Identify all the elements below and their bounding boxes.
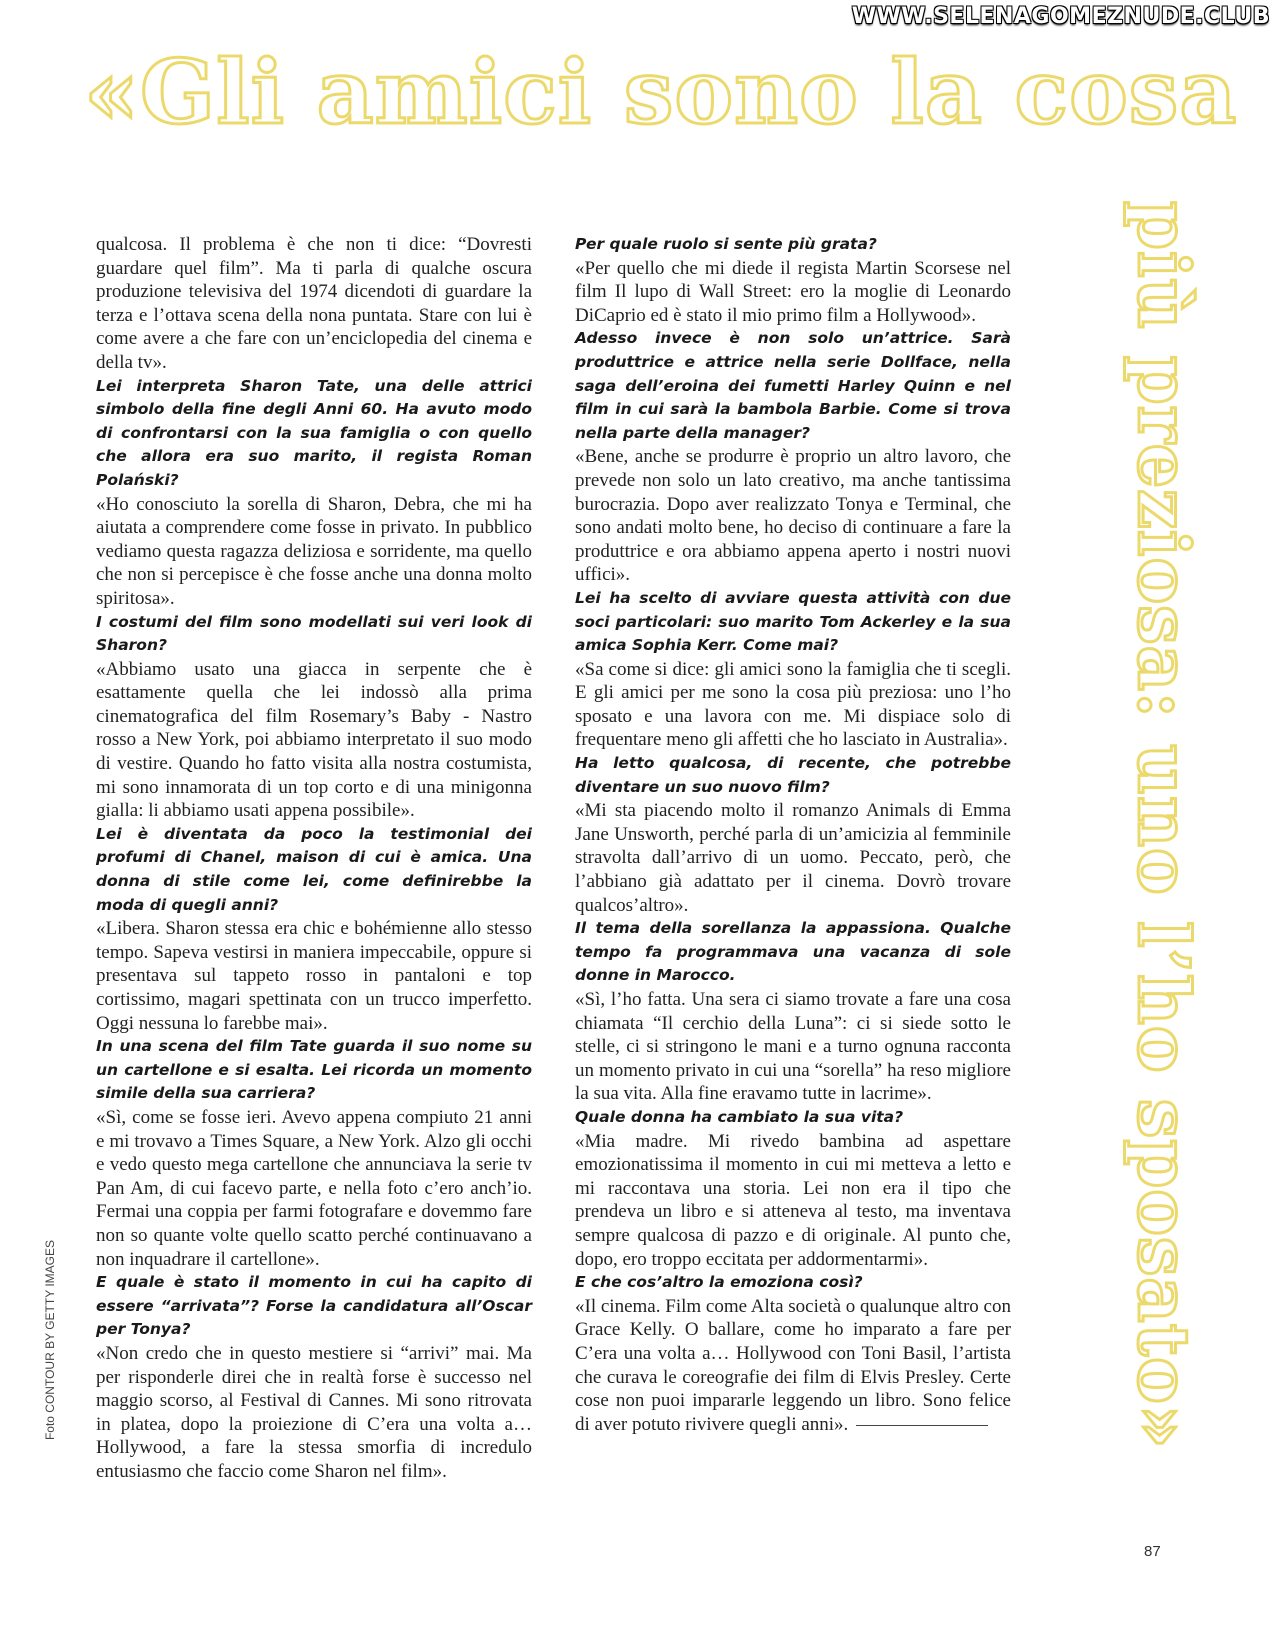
question-paragraph: E quale è stato il momento in cui ha capito di essere “arrivata”? Forse la candidatura all’Oscar per Tonya? [96,1273,532,1339]
question-paragraph: Per quale ruolo si sente più grata? [575,235,877,253]
final-answer-text: «Il cinema. Film come Alta società o qualunque altro con Grace Kelly. O ballare, come ho imparato a fare per C’era una volta a… Hollywood con Toni Basil, l’artista che curava le coreografie dei film di Elvis Presley. Certe cose non puoi impararle leggendo un libro. Sono felice di aver potuto rivivere quegli anni». [575,1295,1011,1435]
question-paragraph: Quale donna ha cambiato la sua vita? [575,1107,904,1126]
photo-credit: Foto CONTOUR BY GETTY IMAGES [43,1239,57,1440]
answer-paragraph: «Abbiamo usato una giacca in serpente che è esattamente quella che lei indossò alla prima cinematografica del film Rosemary’s Baby - Nastro rosso a New York, poi abbiamo interpretato il suo modo di vestire. Quando ho fatto visita alla nostra costumista, mi sono innamorata di un top corto e di una minigonna gialla: li abbiamo usati appena possibile». [96,658,532,822]
answer-paragraph: qualcosa. Il problema è che non ti dice: “Dovresti guardare quel film”. Ma ti parla di qualche oscura produzione televisiva del 1974 dicendoti di guardare la terza e l’ottava scena della nona puntata. Stare con lui è come avere a che fare con un’enciclopedia del cinema e della tv». [96,234,532,373]
page-number: 87 [1144,1543,1161,1560]
watermark-text: WWW.SELENAGOMEZNUDE.CLUB [851,4,1270,29]
answer-paragraph: «Ho conosciuto la sorella di Sharon, Debra, che mi ha aiutata a comprendere come fosse in privato. In pubblico vediamo questa ragazza deliziosa e sorridente, ma quello che non si percepisce è che fosse anche una donna molto spiritosa». [96,493,532,609]
question-paragraph: In una scena del film Tate guarda il suo nome su un cartellone e si esalta. Lei ricorda un momento simile della sua carriera? [96,1037,532,1103]
answer-paragraph: «Bene, anche se produrre è proprio un altro lavoro, che prevede non solo un lato creativo, ma anche tantissima burocrazia. Dopo aver realizzato Tonya e Terminal, che sono andati molto bene, ho deciso di continuare a fare la produttrice e ora abbiamo appena aperto i nostri nuovi uffici». [575,446,1011,586]
answer-paragraph: «Libera. Sharon stessa era chic e bohémienne allo stesso tempo. Sapeva vestirsi in maniera impeccabile, oppure si presentava sul tappeto rosso in pantaloni e top cortissimo, magari spettinata con un trucco imperfetto. Oggi nessuna lo farebbe mai». [96,918,532,1034]
answer-paragraph: «Sì, come se fosse ieri. Avevo appena compiuto 21 anni e mi trovavo a Times Square, a New York. Alzo gli occhi e vedo questo mega cartellone che annunciava la serie tv Pan Am, di cui facevo parte, e nella foto c’ero anch’io. Fermai una coppia per farmi fotografare e dovemmo fare non so quante volte quello scatto perché continuavano a non inquadrare il cartellone». [96,1106,532,1270]
answer-paragraph: «Non credo che in questo mestiere si “arrivi” mai. Ma per risponderle direi che in realtà forse è successo nel maggio scorso, al Festival di Cannes. Mi sono ritrovata in platea, dopo la proiezione di C’era una volta a… Hollywood, a fare la stessa smorfia di incredulo entusiasmo che faccio come Sharon nel film». [96,1342,532,1482]
headline-line-1: «Gli amici sono la cosa [84,40,1238,144]
answer-paragraph: «Per quello che mi diede il regista Martin Scorsese nel film Il lupo di Wall Street: ero la moglie di Leonardo DiCaprio ed è stato il mio primo film a Hollywood». [575,257,1011,326]
answer-paragraph: «Mi sta piacendo molto il romanzo Animals di Emma Jane Unsworth, perché parla di un’amicizia al femminile stravolta dall’arrivo di un uomo. Peccato, però, che l’abbiano già adattato per il cinema. Dovrò trovare qualcos’altro». [575,800,1011,916]
article-column-left [96,233,532,1483]
question-paragraph: E che cos’altro la emoziona così? [575,1273,863,1292]
question-paragraph: Lei è diventata da poco la testimonial dei profumi di Chanel, maison di cui è amica. Una donna di stile come lei, come definirebbe la moda di quegli anni? [96,824,532,914]
photo-credit-container [28,1240,72,1440]
question-paragraph: Lei interpreta Sharon Tate, una delle attrici simbolo della fine degli Anni 60. Ha avuto modo di confrontarsi con la sua famiglia o con quello che allora era suo marito, il regista Roman Polański? [96,376,532,489]
question-paragraph: Ha letto qualcosa, di recente, che potrebbe diventare un suo nuovo film? [575,754,1011,796]
headline-line-2: più preziosa: uno l’ho sposato» [1122,200,1205,1450]
headline-line-2-container [1104,140,1222,1510]
question-paragraph: Adesso invece è non solo un’attrice. Sarà produttrice e attrice nella serie Dollface, nella saga dell’eroina dei fumetti Harley Quinn e nel film in cui sarà la bambola Barbie. Come si trova nella parte della manager? [575,329,1011,442]
answer-paragraph-final [575,1295,1011,1437]
answer-paragraph: «Mia madre. Mi rivedo bambina ad aspettare emozionatissima il momento in cui mi metteva a letto e mi raccontava una storia. Lei non era il tipo che prendeva un libro e si atteneva al testo, ma inventava sempre qualcosa di pazzo e di originale. Al punto che, dopo, ero troppo eccitata per addormentarmi». [575,1130,1011,1270]
answer-paragraph: «Sì, l’ho fatta. Una sera ci siamo trovate a fare una cosa chiamata “Il cerchio della Luna”: ci si siede sotto le stelle, ci si stringono le mani e a turno ognuna racconta un momento privato in cui una “sorella” ha reso migliore la sua vita. Alla fine eravamo tutte in lacrime». [575,989,1011,1105]
answer-paragraph: «Sa come si dice: gli amici sono la famiglia che ti scegli. E gli amici per me sono la cosa più preziosa: uno l’ho sposato e una lavora con me. Mi dispiace solo di frequentare meno gli affetti che ho lasciato in Australia». [575,658,1011,751]
question-paragraph: Il tema della sorellanza la appassiona. Qualche tempo fa programmava una vacanza di sole donne in Marocco. [575,919,1011,985]
end-of-article-rule [856,1425,988,1426]
article-column-right [575,233,1011,1436]
question-paragraph: I costumi del film sono modellati sui veri look di Sharon? [96,612,532,655]
question-paragraph: Lei ha scelto di avviare questa attività con due soci particolari: suo marito Tom Ackerley e la sua amica Sophia Kerr. Come mai? [575,588,1011,655]
